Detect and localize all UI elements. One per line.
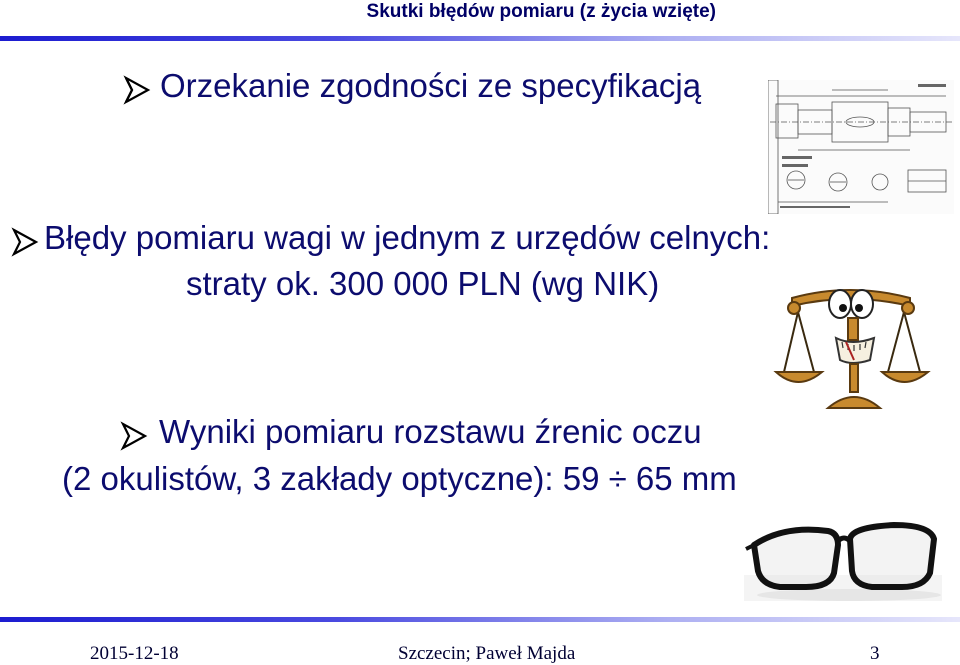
technical-drawing-icon — [768, 80, 954, 214]
bullet-text: Orzekanie zgodności ze specyfikacją — [160, 67, 702, 104]
page-number: 3 — [870, 643, 880, 664]
bullet-customs — [8, 219, 770, 259]
bullet-specification — [120, 67, 701, 107]
slide-title: Skutki błędów pomiaru (z życia wzięte) — [366, 1, 716, 22]
eyeglasses-icon — [744, 515, 942, 601]
bullet-text: Wyniki pomiaru rozstawu źrenic oczu — [159, 413, 702, 450]
bullet-pupil-distance — [117, 413, 702, 453]
bullet-arrow-icon — [117, 419, 151, 453]
bullet-text: Błędy pomiaru wagi w jednym z urzędów celnych: — [44, 219, 771, 256]
footer-date: 2015-12-18 — [90, 643, 179, 664]
bullet-arrow-icon — [8, 225, 42, 259]
footer-author: Szczecin; Paweł Majda — [398, 643, 576, 664]
top-rule — [0, 36, 960, 41]
bullet-arrow-icon — [120, 73, 154, 107]
balance-scale-icon — [770, 268, 936, 416]
bottom-rule — [0, 617, 960, 622]
bullet-text-continued: (2 okulistów, 3 zakłady optyczne): 59 ÷ 65 mm — [62, 460, 737, 497]
bullet-text-continued: straty ok. 300 000 PLN (wg NIK) — [186, 265, 660, 302]
